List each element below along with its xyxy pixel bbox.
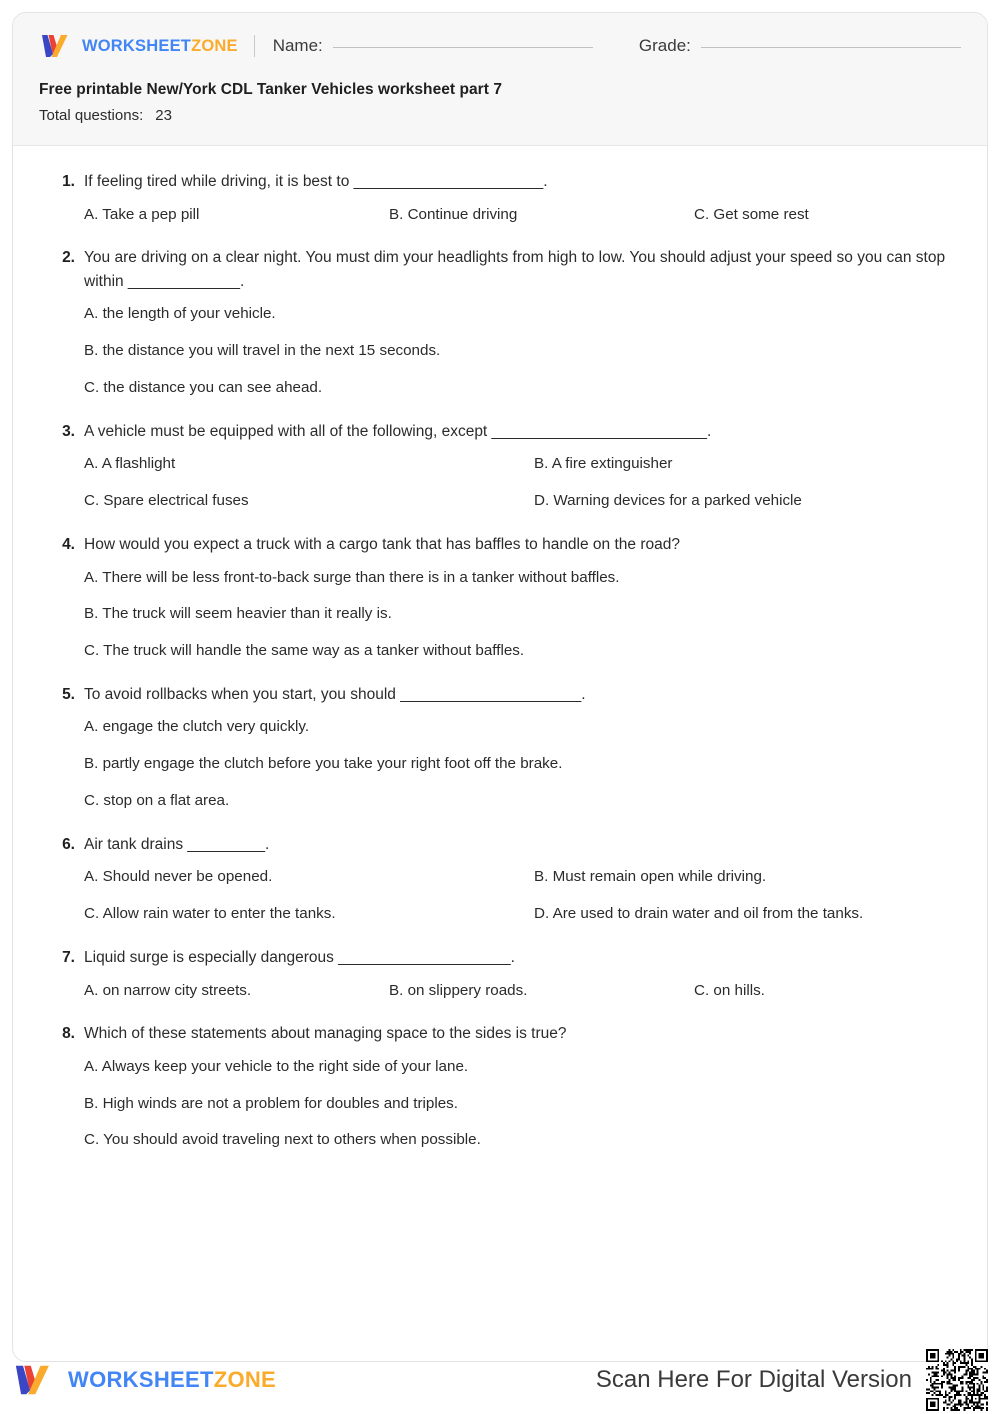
question-body [84, 946, 957, 1002]
question-options [84, 567, 957, 663]
worksheet-card [12, 12, 988, 1362]
footer-scan-group [596, 1349, 988, 1411]
question-options [84, 453, 957, 513]
question-options [84, 1056, 957, 1152]
total-questions-label: Total questions: [39, 107, 144, 124]
question-body [84, 533, 957, 663]
worksheet-title: Free printable New/York CDL Tanker Vehicles worksheet part 7 [39, 81, 502, 98]
answer-option[interactable]: A. engage the clutch very quickly. [84, 718, 310, 736]
answer-option[interactable]: B. The truck will seem heavier than it really is. [84, 605, 392, 623]
question-number: 1. [62, 173, 75, 190]
question-text: You are driving on a clear night. You must dim your headlights from high to low. You should adjust your speed so you can stop within _____________. [84, 249, 946, 290]
answer-option[interactable]: C. Get some rest [694, 205, 809, 223]
question-body [84, 246, 957, 399]
question-number: 6. [62, 835, 75, 853]
answer-option[interactable]: C. on hills. [694, 981, 765, 999]
grade-field[interactable] [639, 36, 961, 56]
answer-option[interactable]: C. Allow rain water to enter the tanks. [84, 905, 336, 923]
question-body [84, 420, 957, 513]
question-options [84, 303, 957, 399]
worksheet-header [13, 13, 987, 146]
name-field-label: Name: [272, 36, 323, 55]
answer-option[interactable]: C. the distance you can see ahead. [84, 379, 323, 397]
answer-option[interactable]: A. Should never be opened. [84, 868, 273, 886]
question-body [84, 170, 957, 226]
question-item [43, 246, 957, 399]
answer-option[interactable]: B. High winds are not a problem for doubles and triples. [84, 1094, 458, 1112]
question-item [43, 170, 957, 226]
brand-logo [39, 33, 238, 59]
question-item [43, 833, 957, 926]
answer-option[interactable]: B. Continue driving [389, 205, 518, 223]
total-questions-value: 23 [155, 107, 172, 124]
grade-field-rule[interactable] [701, 47, 961, 48]
question-number: 8. [62, 1025, 75, 1043]
question-text: If feeling tired while driving, it is best to ______________________. [84, 173, 548, 190]
answer-option[interactable]: A. A flashlight [84, 455, 176, 473]
question-body [84, 683, 957, 813]
question-options [84, 866, 957, 926]
answer-option[interactable]: A. the length of your vehicle. [84, 305, 276, 323]
grade-field-label: Grade: [638, 36, 691, 55]
footer-brand-name-part1: WORKSHEET [68, 1367, 214, 1392]
answer-option[interactable]: B. Must remain open while driving. [534, 868, 767, 886]
question-number: 7. [62, 948, 75, 966]
answer-option[interactable]: A. Always keep your vehicle to the right side of your lane. [84, 1057, 469, 1075]
footer-brand-name-part2: ZONE [213, 1367, 277, 1392]
worksheetzone-w-logo-icon [39, 33, 73, 59]
answer-option[interactable]: D. Are used to drain water and oil from the tanks. [534, 905, 864, 923]
question-text: Which of these statements about managing space to the sides is true? [84, 1025, 567, 1043]
question-options [84, 980, 957, 1003]
brand-logo-text [82, 37, 238, 56]
questions-list [13, 146, 987, 1152]
name-field[interactable] [273, 36, 593, 56]
qr-code-icon[interactable] [926, 1349, 988, 1411]
question-body [84, 833, 957, 926]
answer-option[interactable]: B. partly engage the clutch before you take your right foot off the brake. [84, 755, 563, 773]
answer-option[interactable]: B. the distance you will travel in the next 15 seconds. [84, 342, 441, 360]
answer-option[interactable]: C. Spare electrical fuses [84, 492, 249, 510]
answer-option[interactable]: A. There will be less front-to-back surge than there is in a tanker without baffles. [84, 568, 620, 586]
question-text: Liquid surge is especially dangerous ____________________. [84, 948, 515, 966]
answer-option[interactable]: B. on slippery roads. [389, 981, 528, 999]
answer-option[interactable]: B. A fire extinguisher [534, 455, 673, 473]
header-divider [254, 35, 255, 57]
brand-name-part1: WORKSHEET [82, 36, 192, 55]
question-body [84, 1022, 957, 1152]
question-text: A vehicle must be equipped with all of the following, except _________________________. [84, 422, 712, 440]
question-item [43, 420, 957, 513]
question-options [84, 716, 957, 812]
worksheetzone-w-logo-icon [12, 1363, 56, 1397]
answer-option[interactable]: D. Warning devices for a parked vehicle [534, 492, 802, 510]
question-text: To avoid rollbacks when you start, you should _____________________. [84, 685, 586, 703]
brand-name-part2: ZONE [191, 36, 238, 55]
footer-brand-logo-text [68, 1367, 276, 1393]
question-text: How would you expect a truck with a cargo tank that has baffles to handle on the road? [84, 535, 680, 553]
header-top-row [39, 29, 961, 63]
question-number: 5. [62, 685, 75, 703]
question-options [84, 204, 957, 227]
question-number: 2. [62, 249, 75, 267]
question-number: 3. [62, 422, 75, 440]
name-field-rule[interactable] [333, 47, 593, 48]
scan-here-text: Scan Here For Digital Version [595, 1366, 912, 1393]
answer-option[interactable]: C. The truck will handle the same way as a tanker without baffles. [84, 642, 525, 660]
question-item [43, 946, 957, 1002]
answer-option[interactable]: A. Take a pep pill [84, 205, 200, 223]
total-questions-row [39, 107, 961, 124]
answer-option[interactable]: C. stop on a flat area. [84, 792, 230, 810]
page-footer [12, 1354, 988, 1406]
question-number: 4. [62, 535, 75, 553]
question-item [43, 683, 957, 813]
footer-brand-logo [12, 1363, 276, 1397]
question-item [43, 1022, 957, 1152]
answer-option[interactable]: A. on narrow city streets. [84, 981, 252, 999]
question-text: Air tank drains _________. [84, 835, 270, 853]
answer-option[interactable]: C. You should avoid traveling next to others when possible. [84, 1131, 481, 1149]
question-item [43, 533, 957, 663]
